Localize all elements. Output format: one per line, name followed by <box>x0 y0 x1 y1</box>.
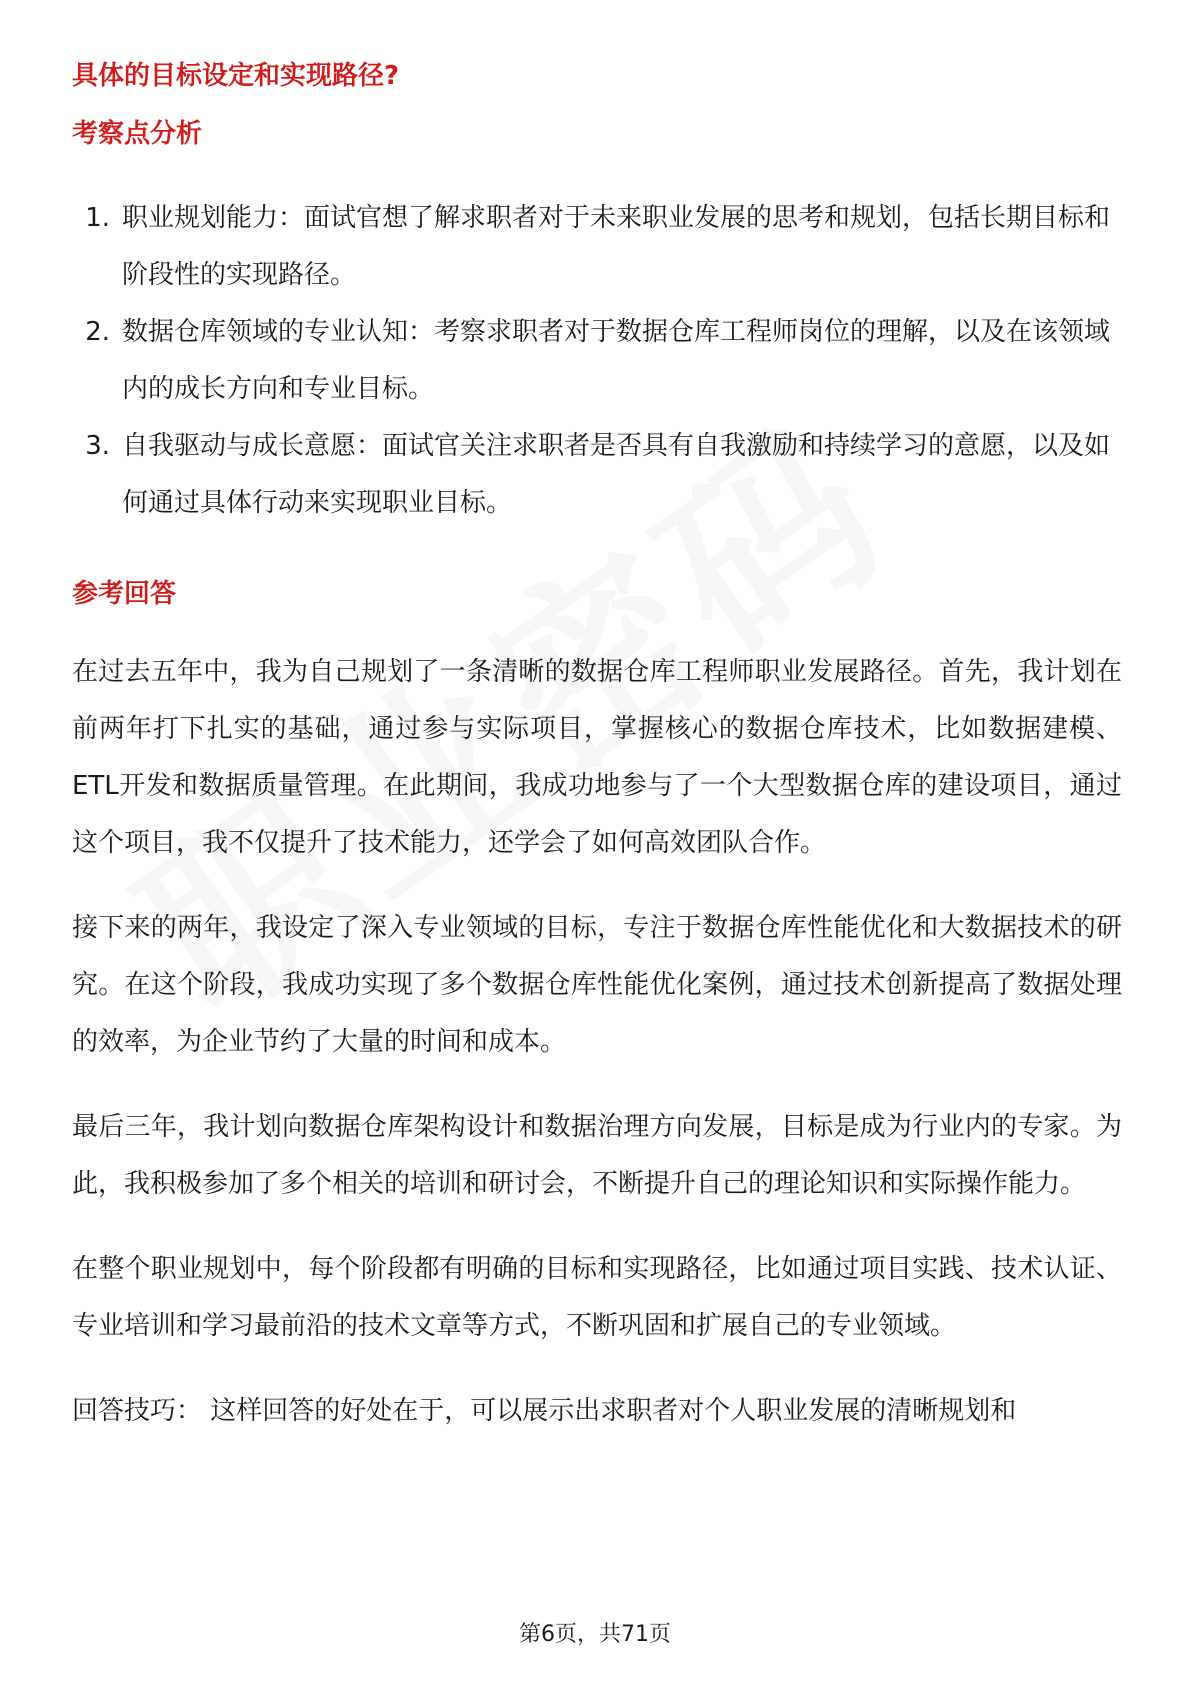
answer-paragraph: 在整个职业规划中，每个阶段都有明确的目标和实现路径，比如通过项目实践、技术认证、专业培训和学习最前沿的技术文章等方式，不断巩固和扩展自己的专业领域。 <box>72 1254 1122 1341</box>
list-item <box>72 304 1122 418</box>
answer-tips: 回答技巧： 这样回答的好处在于，可以展示出求职者对个人职业发展的清晰规划和 <box>72 1396 1017 1426</box>
list-item <box>72 418 1122 532</box>
question-title: 具体的目标设定和实现路径? <box>72 61 400 91</box>
list-number: 1. <box>85 203 110 233</box>
answer-paragraph: 最后三年，我计划向数据仓库架构设计和数据治理方向发展，目标是成为行业内的专家。为此，我积极参加了多个相关的培训和研讨会，不断提升自己的理论知识和实际操作能力。 <box>72 1112 1122 1199</box>
list-item-text: 数据仓库领域的专业认知：考察求职者对于数据仓库工程师岗位的理解，以及在该领域内的成长方向和专业目标。 <box>122 317 1111 404</box>
analysis-list <box>72 190 1122 532</box>
list-item-text: 自我驱动与成长意愿：面试官关注求职者是否具有自我激励和持续学习的意愿，以及如何通过具体行动来实现职业目标。 <box>122 431 1111 518</box>
content <box>72 56 1122 1440</box>
list-number: 3. <box>85 431 110 461</box>
answer-heading: 参考回答 <box>72 579 177 609</box>
page-number: 第6页，共71页 <box>519 1622 671 1647</box>
analysis-heading: 考察点分析 <box>72 119 203 149</box>
list-item <box>72 190 1122 304</box>
list-number: 2. <box>85 317 110 347</box>
answer-paragraph: 在过去五年中，我为自己规划了一条清晰的数据仓库工程师职业发展路径。首先，我计划在前两年打下扎实的基础，通过参与实际项目，掌握核心的数据仓库技术，比如数据建模、ETL开发和数据质量管理。在此期间，我成功地参与了一个大型数据仓库的建设项目，通过这个项目，我不仅提升了技术能力，还学会了如何高效团队合作。 <box>72 657 1122 858</box>
list-item-text: 职业规划能力：面试官想了解求职者对于未来职业发展的思考和规划，包括长期目标和阶段性的实现路径。 <box>122 203 1111 290</box>
answer-paragraph: 接下来的两年，我设定了深入专业领域的目标，专注于数据仓库性能优化和大数据技术的研究。在这个阶段，我成功实现了多个数据仓库性能优化案例，通过技术创新提高了数据处理的效率，为企业节约了大量的时间和成本。 <box>72 913 1122 1057</box>
